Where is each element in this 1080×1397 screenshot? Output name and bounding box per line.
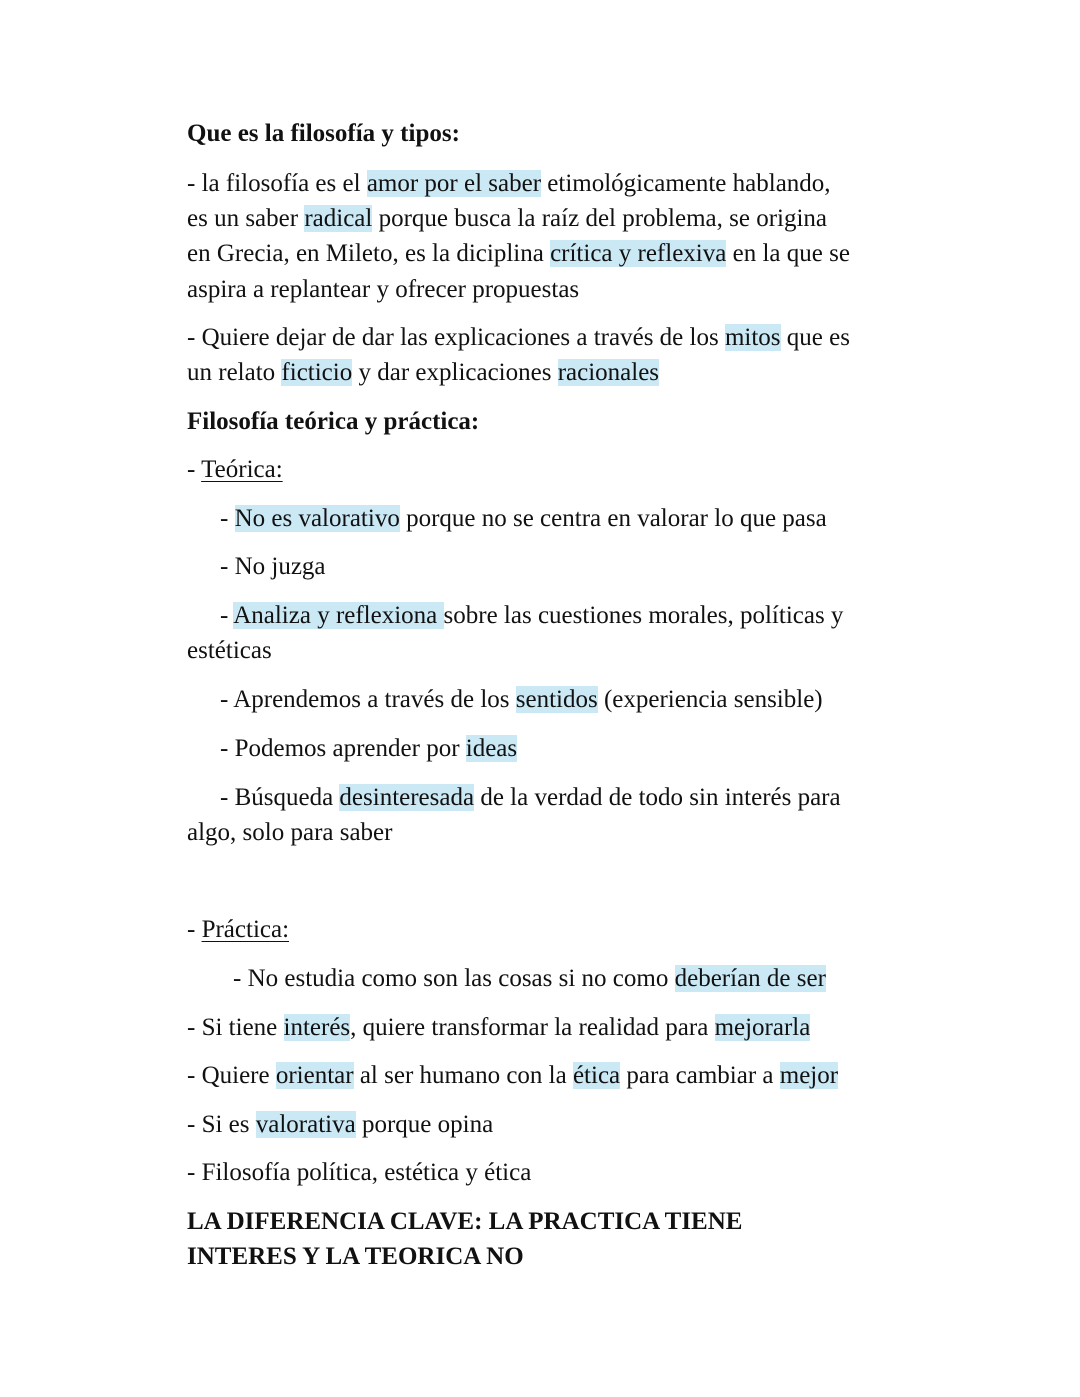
text-run: - Búsqueda — [220, 784, 340, 811]
practica-label: Práctica: — [201, 916, 290, 943]
highlighted-term: mitos — [724, 324, 781, 351]
highlighted-term: No es valorativo — [234, 505, 400, 532]
practica-item-1 — [233, 961, 826, 996]
heading-que-es-filosofia: Que es la filosofía y tipos: — [187, 120, 460, 147]
teorica-item-6-cont — [187, 815, 392, 850]
text-run: - la filosofía es el — [187, 170, 367, 197]
highlighted-term: sentidos — [515, 686, 598, 713]
text-run: - Si es — [187, 1111, 256, 1138]
practica-item-2 — [187, 1010, 810, 1045]
text-run: - Aprendemos a través de los — [220, 686, 516, 713]
highlighted-term: ética — [572, 1062, 621, 1089]
text-run: algo, solo para saber — [187, 819, 393, 846]
teorica-item-6 — [220, 780, 841, 815]
paragraph-2-line-2 — [187, 355, 659, 390]
practica-item-3 — [187, 1058, 838, 1093]
highlighted-term: radical — [304, 205, 373, 232]
text-run: porque no se centra en valorar lo que pasa — [399, 505, 827, 532]
text-run: de la verdad de todo sin interés para — [474, 784, 841, 811]
text-run: - Podemos aprender por — [220, 735, 466, 762]
paragraph-1-line-1 — [187, 166, 831, 201]
text-run: - — [220, 602, 234, 629]
text-run: etimológicamente hablando, — [541, 170, 831, 197]
highlighted-term: Analiza y reflexiona — [233, 602, 444, 629]
highlighted-term: crítica y reflexiva — [550, 240, 727, 267]
teorica-item-3 — [220, 598, 843, 633]
text-run: (experiencia sensible) — [597, 686, 823, 713]
text-run: estéticas — [187, 637, 272, 664]
teorica-item-3-cont — [187, 633, 272, 668]
highlighted-term: racionales — [557, 359, 660, 386]
text-run: y dar explicaciones — [352, 359, 558, 386]
paragraph-1-line-2 — [187, 201, 827, 236]
highlighted-term: ideas — [465, 735, 518, 762]
text-run: en la que se — [726, 240, 850, 267]
highlighted-term: amor por el saber — [366, 170, 542, 197]
text-run: - Filosofía política, estética y ética — [187, 1159, 532, 1186]
text-run: aspira a replantear y ofrecer propuestas — [187, 276, 580, 303]
text-run: porque busca la raíz del problema, se origina — [372, 205, 828, 232]
teorica-item-4 — [220, 682, 823, 717]
highlighted-term: mejorarla — [714, 1014, 811, 1041]
text-run: - — [187, 456, 202, 483]
text-run: un relato — [187, 359, 282, 386]
text-run: porque opina — [355, 1111, 494, 1138]
text-run: - No juzga — [220, 553, 326, 580]
highlighted-term: mejor — [779, 1062, 839, 1089]
paragraph-1-line-3 — [187, 236, 850, 271]
text-run: para cambiar a — [620, 1062, 780, 1089]
highlighted-term: orientar — [275, 1062, 354, 1089]
practica-item-4 — [187, 1107, 493, 1142]
paragraph-1-line-4 — [187, 272, 579, 307]
conclusion-line-2: INTERES Y LA TEORICA NO — [187, 1243, 524, 1270]
text-run: - Quiere — [187, 1062, 276, 1089]
teorica-item-5 — [220, 731, 517, 766]
highlighted-term: valorativa — [255, 1111, 356, 1138]
text-run: - — [187, 916, 202, 943]
text-run: sobre las cuestiones morales, políticas y — [443, 602, 844, 629]
heading-teorica-practica: Filosofía teórica y práctica: — [187, 408, 480, 435]
text-run: en Grecia, en Mileto, es la diciplina — [187, 240, 551, 267]
text-run: - Quiere dejar de dar las explicaciones a través de los — [187, 324, 725, 351]
paragraph-2-line-1 — [187, 320, 850, 355]
highlighted-term: interés — [283, 1014, 351, 1041]
text-run: al ser humano con la — [353, 1062, 573, 1089]
text-run: - Si tiene — [187, 1014, 284, 1041]
text-run: que es — [780, 324, 850, 351]
teorica-label: Teórica: — [201, 456, 283, 483]
teorica-label-line — [187, 452, 283, 487]
teorica-item-2 — [220, 549, 326, 584]
text-run: - No estudia como son las cosas si no como — [233, 965, 675, 992]
teorica-item-1 — [220, 501, 827, 536]
text-run: es un saber — [187, 205, 305, 232]
highlighted-term: deberían de ser — [674, 965, 826, 992]
practica-label-line — [187, 912, 289, 947]
highlighted-term: desinteresada — [339, 784, 475, 811]
text-run: , quiere transformar la realidad para — [350, 1014, 715, 1041]
text-run: - — [220, 505, 235, 532]
highlighted-term: ficticio — [281, 359, 353, 386]
practica-item-5 — [187, 1155, 531, 1190]
conclusion-line-1: LA DIFERENCIA CLAVE: LA PRACTICA TIENE — [187, 1208, 743, 1235]
